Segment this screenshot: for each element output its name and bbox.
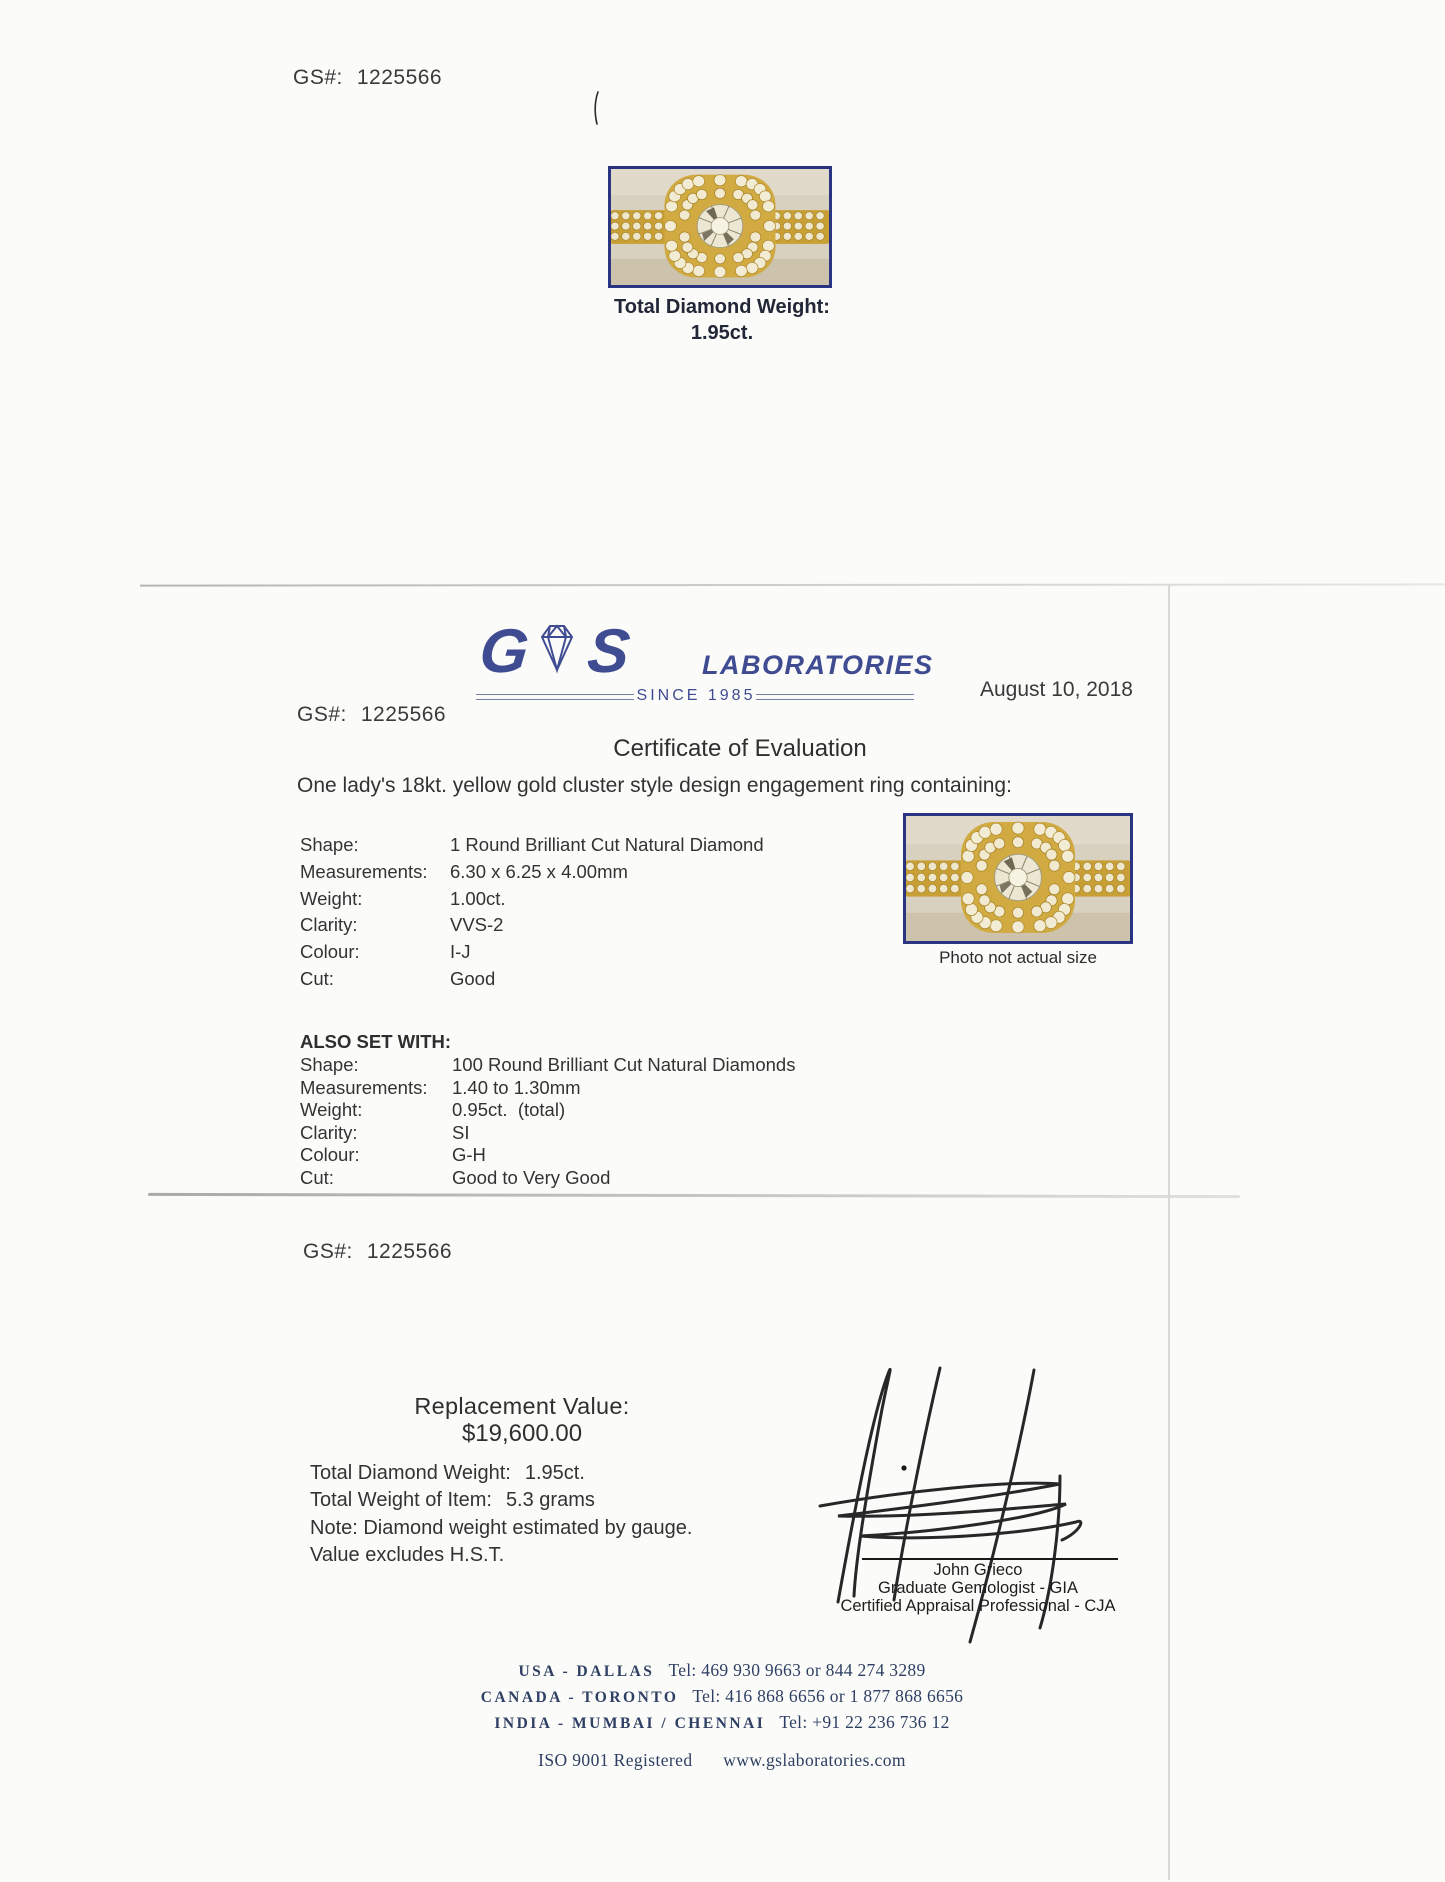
gs-number-middle bbox=[297, 703, 446, 727]
top-photo-caption-line2: 1.95ct. bbox=[690, 322, 754, 344]
gs-number-top bbox=[293, 66, 442, 90]
table-row bbox=[300, 1122, 790, 1145]
spec-value: VVS-2 bbox=[450, 914, 504, 936]
office-phone: Tel: 416 868 6656 or 1 877 868 6656 bbox=[692, 1686, 964, 1706]
replacement-value-label: Replacement Value: bbox=[414, 1393, 630, 1419]
logo-since: SINCE 1985 bbox=[636, 687, 756, 704]
valuation-detail-row bbox=[310, 1487, 706, 1514]
office-location: INDIA - MUMBAI / CHENNAI bbox=[494, 1715, 766, 1732]
logo-word: LABORATORIES bbox=[702, 650, 934, 680]
primary-stone-table bbox=[300, 832, 780, 993]
spec-value: 0.95ct. (total) bbox=[452, 1099, 566, 1120]
detail-label: Value excludes H.S.T. bbox=[310, 1544, 505, 1567]
office-phone: Tel: +91 22 236 736 12 bbox=[779, 1712, 950, 1732]
signatory-block bbox=[822, 1562, 1134, 1615]
detail-label: Total Diamond Weight: bbox=[310, 1462, 511, 1484]
detail-value: 1.95ct. bbox=[524, 1462, 585, 1484]
pen-mark bbox=[590, 90, 604, 126]
replacement-value-amount: $19,600.00 bbox=[461, 1420, 583, 1447]
detail-label: Total Weight of Item: bbox=[310, 1489, 492, 1512]
logo-letter-g: G bbox=[476, 617, 530, 686]
valuation-detail-row bbox=[310, 1515, 706, 1542]
photo-size-caption: Photo not actual size bbox=[939, 948, 1097, 967]
office-india-mumbai-chennai bbox=[302, 1710, 1142, 1736]
spec-label: Shape: bbox=[300, 1054, 359, 1075]
valuation-detail-row bbox=[310, 1460, 706, 1487]
spec-value: 100 Round Brilliant Cut Natural Diamonds bbox=[452, 1054, 796, 1075]
spec-value: 1 Round Brilliant Cut Natural Diamond bbox=[450, 834, 764, 855]
office-location: USA - DALLAS bbox=[518, 1663, 655, 1680]
replacement-value-block bbox=[370, 1393, 674, 1448]
gs-number-value: 1225566 bbox=[356, 66, 443, 89]
gs-number-label: GS#: bbox=[293, 66, 343, 89]
also-set-with-table bbox=[300, 1054, 796, 1189]
spec-value: Good to Very Good bbox=[452, 1166, 611, 1188]
spec-label: Weight: bbox=[300, 887, 363, 909]
logo-letter-s: S bbox=[584, 617, 632, 686]
office-phone: Tel: 469 930 9663 or 844 274 3289 bbox=[668, 1660, 926, 1680]
gs-number-value: 1225566 bbox=[366, 1240, 453, 1263]
gs-number-label: GS#: bbox=[297, 703, 347, 726]
spec-value: I-J bbox=[450, 941, 471, 963]
since-rule-left bbox=[476, 694, 634, 700]
signature-line bbox=[862, 1558, 1118, 1560]
detail-value: 5.3 grams bbox=[505, 1489, 595, 1512]
scanned-page-edge bbox=[1168, 584, 1170, 1880]
spec-value: Good bbox=[450, 967, 496, 989]
spec-label: Shape: bbox=[300, 834, 359, 855]
top-photo-caption bbox=[600, 294, 844, 346]
spec-value: 1.40 to 1.30mm bbox=[452, 1076, 581, 1098]
ring-photo-certificate bbox=[903, 813, 1133, 944]
table-row bbox=[300, 1077, 790, 1100]
gs-laboratories-logo bbox=[476, 617, 632, 686]
table-row bbox=[300, 886, 780, 913]
spec-value: 1.00ct. bbox=[450, 887, 506, 909]
table-row bbox=[300, 912, 780, 939]
top-photo-caption-line1: Total Diamond Weight: bbox=[614, 296, 830, 318]
spec-label: Clarity: bbox=[300, 914, 358, 936]
website-text: www.gslaboratories.com bbox=[723, 1750, 906, 1770]
gs-number-bottom bbox=[303, 1240, 452, 1264]
diamond-icon bbox=[530, 622, 584, 674]
ring-photo-svg bbox=[906, 816, 1130, 941]
office-usa-dallas bbox=[302, 1658, 1142, 1684]
table-row bbox=[300, 966, 780, 993]
ring-photo-svg bbox=[611, 169, 829, 285]
footer-iso-row bbox=[302, 1748, 1142, 1772]
office-canada-toronto bbox=[302, 1684, 1142, 1710]
fold-crease-top bbox=[140, 583, 1445, 586]
detail-label: Note: Diamond weight estimated by gauge. bbox=[310, 1516, 693, 1539]
spec-label: Cut: bbox=[300, 967, 334, 989]
table-row bbox=[300, 1099, 790, 1122]
spec-label: Clarity: bbox=[300, 1121, 358, 1143]
since-rule-right bbox=[756, 694, 914, 700]
office-location: CANADA - TORONTO bbox=[480, 1689, 679, 1706]
spec-label: Weight: bbox=[300, 1099, 363, 1120]
valuation-detail-row bbox=[310, 1542, 706, 1569]
signatory-title-cja: Certified Appraisal Professional - CJA bbox=[840, 1596, 1116, 1615]
spec-label: Colour: bbox=[300, 941, 360, 963]
table-row bbox=[300, 1144, 790, 1167]
spec-value: SI bbox=[452, 1121, 470, 1143]
table-row bbox=[300, 1167, 790, 1190]
spec-label: Measurements: bbox=[300, 1076, 428, 1098]
certificate-date: August 10, 2018 bbox=[980, 678, 1133, 701]
also-set-with-heading: ALSO SET WITH: bbox=[300, 1031, 452, 1052]
certificate-title: Certificate of Evaluation bbox=[613, 735, 867, 762]
signatory-name: John Grieco bbox=[933, 1561, 1023, 1579]
gs-number-label: GS#: bbox=[303, 1240, 353, 1263]
spec-value: 6.30 x 6.25 x 4.00mm bbox=[450, 860, 628, 882]
spec-label: Colour: bbox=[300, 1144, 360, 1165]
fold-crease-bottom bbox=[148, 1193, 1240, 1198]
certificate-description: One lady's 18kt. yellow gold cluster style design engagement ring containing: bbox=[297, 774, 1012, 797]
ring-photo-top bbox=[608, 166, 832, 288]
table-row bbox=[300, 939, 780, 966]
valuation-details bbox=[310, 1460, 706, 1570]
footer-contacts bbox=[302, 1658, 1142, 1772]
table-row bbox=[300, 859, 780, 886]
iso-registered-text: ISO 9001 Registered bbox=[538, 1750, 693, 1770]
table-row bbox=[300, 1054, 796, 1077]
gs-number-value: 1225566 bbox=[360, 703, 447, 726]
spec-label: Cut: bbox=[300, 1166, 334, 1188]
signatory-title-gia: Graduate Gemologist - GIA bbox=[878, 1578, 1078, 1597]
table-row bbox=[300, 832, 780, 859]
spec-value: G-H bbox=[452, 1144, 486, 1165]
spec-label: Measurements: bbox=[300, 860, 428, 882]
